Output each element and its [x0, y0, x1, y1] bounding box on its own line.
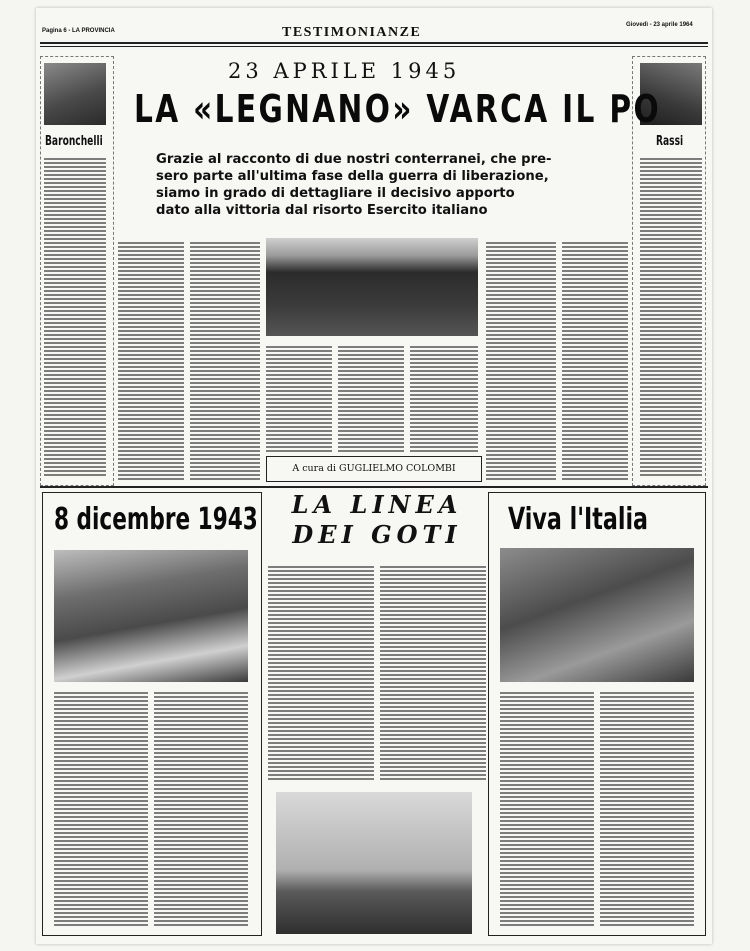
center-title-line: DEI GOTI — [292, 520, 462, 549]
newspaper-page — [36, 8, 712, 944]
main-text-column — [118, 240, 184, 480]
center-story-title — [264, 490, 490, 550]
main-text-column — [410, 344, 478, 452]
left-story-text — [154, 690, 248, 926]
page-date-right: Giovedì - 23 aprile 1964 — [626, 22, 693, 28]
deck-line: siamo in grado di dettagliare il decisivo apporto — [156, 186, 515, 201]
right-story-title: Viva l'Italia — [508, 502, 649, 537]
right-story-text — [500, 690, 594, 926]
main-date-line: 23 APRILE 1945 — [228, 59, 461, 83]
main-text-column — [266, 344, 332, 452]
left-column-text — [44, 156, 106, 478]
deck-line: sero parte all'ultima fase della guerra di liberazione, — [156, 169, 549, 184]
main-text-column — [190, 240, 260, 480]
portrait-photo-left — [44, 63, 106, 125]
main-headline: LA «LEGNANO» VARCA IL PO — [134, 87, 661, 131]
profile-name-left: Baronchelli — [45, 134, 103, 149]
troops-photo — [266, 238, 478, 336]
center-story-text — [380, 564, 486, 782]
main-text-column — [562, 240, 628, 480]
parade-photo — [500, 548, 694, 682]
left-story-title: 8 dicembre 1943 — [54, 502, 258, 537]
main-deck — [156, 151, 552, 219]
right-story-text — [600, 690, 694, 926]
section-divider — [40, 486, 708, 488]
left-story-text — [54, 690, 148, 926]
deck-line: Grazie al racconto di due nostri conterranei, che pre- — [156, 152, 552, 167]
landscape-photo — [276, 792, 472, 934]
main-text-column — [338, 344, 404, 452]
right-column-text — [640, 156, 702, 478]
header-rule — [40, 42, 708, 44]
center-story-text — [268, 564, 374, 782]
deck-line: dato alla vittoria dal risorto Esercito italiano — [156, 203, 488, 218]
center-title-line: LA LINEA — [291, 490, 463, 519]
byline-box: A cura di GUGLIELMO COLOMBI — [266, 456, 482, 482]
section-title: TESTIMONIANZE — [282, 25, 422, 40]
profile-name-right: Rassi — [656, 134, 684, 149]
page-folio-left: Pagina 6 - LA PROVINCIA — [42, 28, 115, 34]
battlefield-photo — [54, 550, 248, 682]
main-text-column — [486, 240, 556, 480]
header-rule-thin — [40, 46, 708, 47]
